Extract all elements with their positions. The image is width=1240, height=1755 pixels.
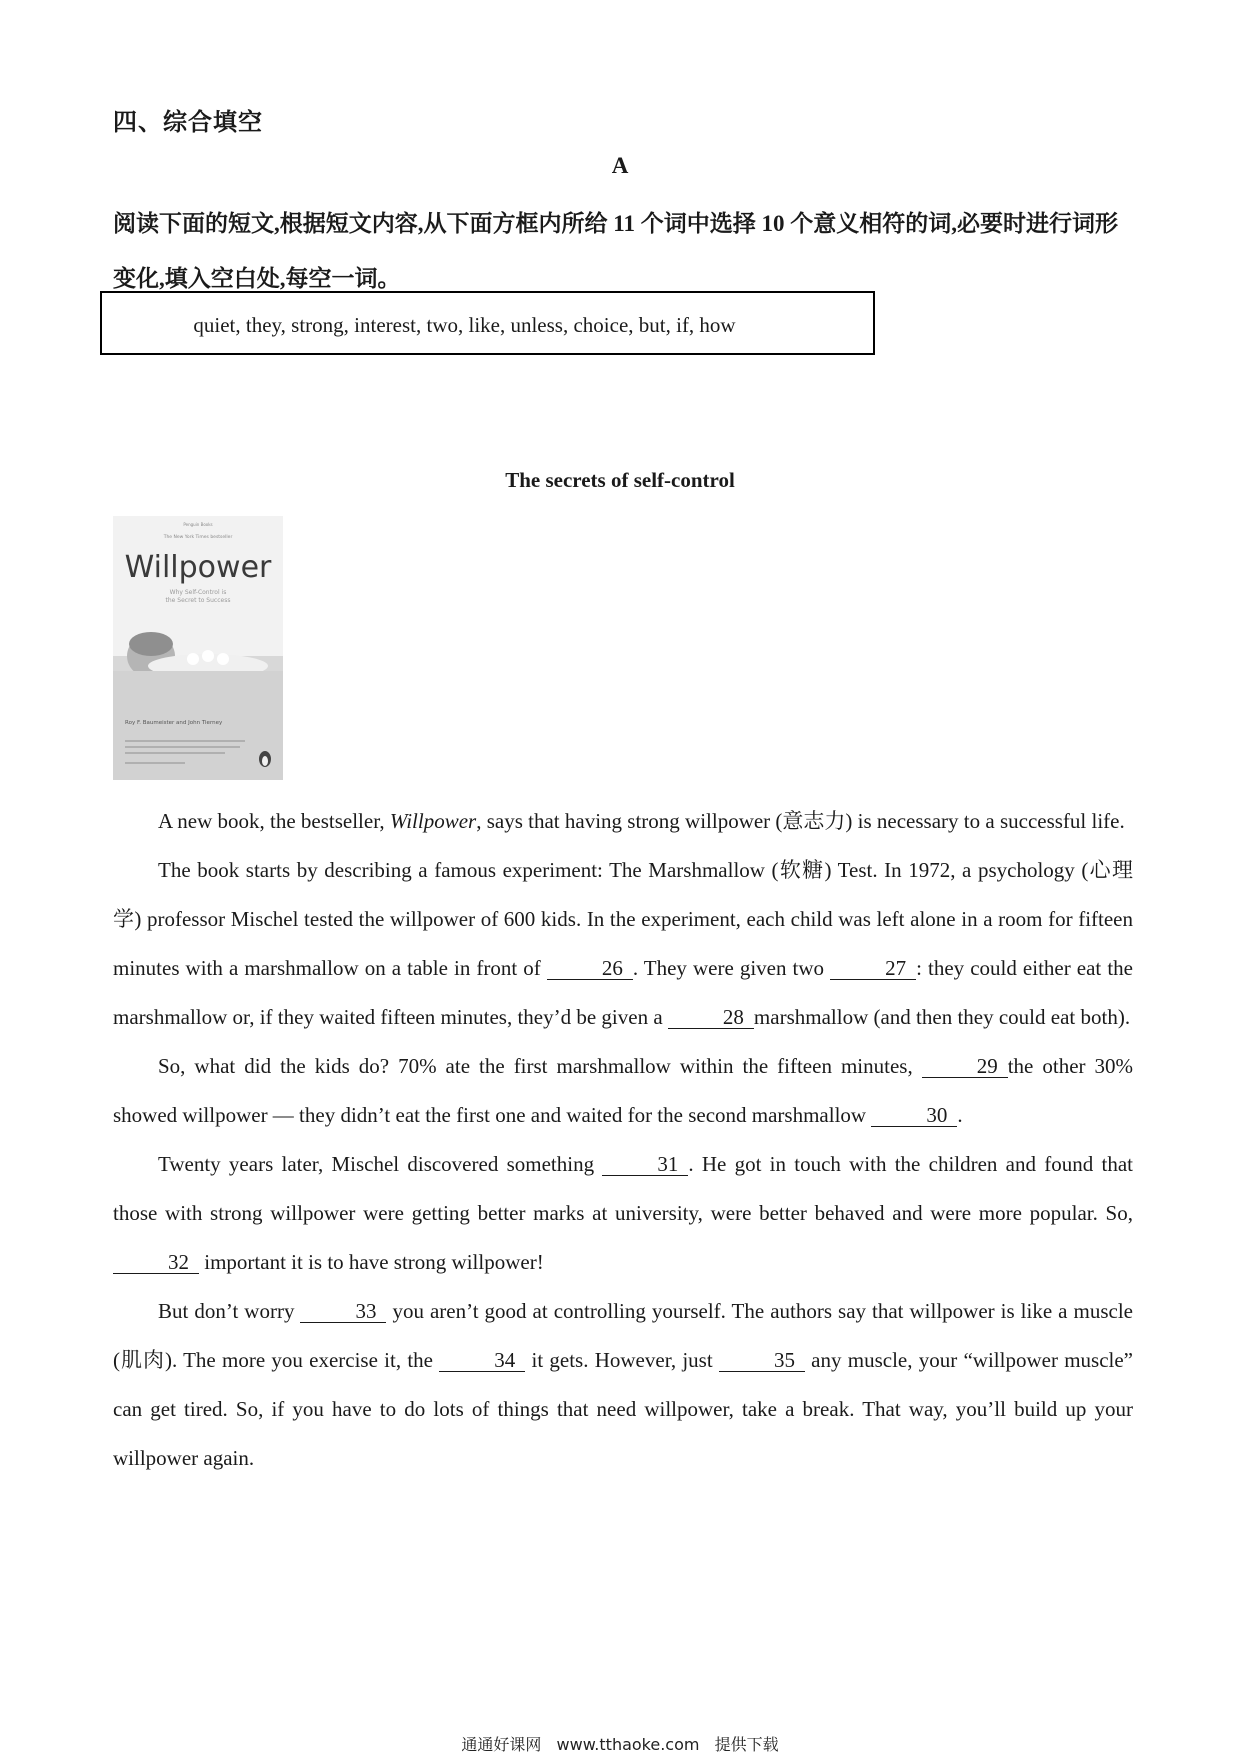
book-cover-top-line-2: The New York Times bestseller bbox=[163, 535, 233, 540]
section-title: 四、综合填空 bbox=[113, 110, 263, 136]
paragraph-1: A new book, the bestseller, Willpower, says that having strong willpower (意志力) is necessary to a successful life. bbox=[158, 809, 1125, 833]
blank-35[interactable]: 35 bbox=[719, 1349, 805, 1372]
blank-29[interactable]: 29 bbox=[922, 1055, 1008, 1078]
book-title-italic: Willpower bbox=[389, 809, 477, 833]
blank-26[interactable]: 26 bbox=[547, 957, 633, 980]
blank-31[interactable]: 31 bbox=[602, 1153, 688, 1176]
paragraph-2: The book starts by describing a famous experiment: The Marshmallow (软糖) Test. In 1972, a psychology (心理学) professor Mischel tested the willpower of 600 kids. In the experiment, each child was left alone in a room for fifteen minutes with a marshmallow on a table in front of 26 . They were given two 27 : they could either eat the marshmallow or, if they waited fifteen minutes, they’d be given a 28 marshmallow (and then they could eat both). bbox=[113, 858, 1133, 1029]
blank-30[interactable]: 30 bbox=[871, 1104, 957, 1127]
blank-33[interactable]: 33 bbox=[300, 1300, 386, 1323]
paragraph-4: Twenty years later, Mischel discovered something 31 . He got in touch with the children and found that those with strong willpower were getting better marks at university, were better behaved and were more popular. So, 32 important it is to have strong willpower! bbox=[113, 1152, 1133, 1274]
footer-url[interactable]: www.tthaoke.com bbox=[556, 1735, 700, 1754]
paragraph-3: So, what did the kids do? 70% ate the first marshmallow within the fifteen minutes, 29 the other 30% showed willpower — they didn’t eat the first one and waited for the second marshmallow 30 . bbox=[113, 1054, 1133, 1127]
page-footer bbox=[0, 1732, 1240, 1755]
word-bank-text: quiet, they, strong, interest, two, like, unless, choice, but, if, how bbox=[193, 313, 736, 337]
book-cover-title: Willpower bbox=[124, 550, 272, 585]
blank-34[interactable]: 34 bbox=[439, 1349, 525, 1372]
instructions: 阅读下面的短文,根据短文内容,从下面方框内所给 11 个词中选择 10 个意义相符的词,必要时进行词形变化,填入空白处,每空一词。 bbox=[113, 211, 1118, 291]
blank-32[interactable]: 32 bbox=[113, 1251, 199, 1274]
blank-27[interactable]: 27 bbox=[830, 957, 916, 980]
book-cover-top-line-1: Penguin Books bbox=[183, 522, 213, 527]
book-cover-subtitle-1: Why Self-Control is bbox=[169, 589, 227, 596]
footer-site-name: 通通好课网 bbox=[461, 1735, 542, 1754]
footer-tagline: 提供下载 bbox=[714, 1735, 779, 1754]
article-body bbox=[113, 797, 1133, 1483]
book-cover-subtitle-2: the Secret to Success bbox=[165, 597, 231, 604]
passage-letter: A bbox=[611, 153, 629, 178]
word-bank-box bbox=[100, 291, 875, 355]
article-title: The secrets of self-control bbox=[505, 468, 735, 492]
book-cover-image bbox=[113, 516, 283, 780]
blank-28[interactable]: 28 bbox=[668, 1006, 754, 1029]
book-cover-authors: Roy F. Baumeister and John Tierney bbox=[125, 720, 223, 726]
paragraph-5: But don’t worry 33 you aren’t good at controlling yourself. The authors say that willpower is like a muscle (肌肉). The more you exercise it, the 34 it gets. However, just 35 any muscle, your “willpower muscle” can get tired. So, if you have to do lots of things that need willpower, take a break. That way, you’ll build up your willpower again. bbox=[113, 1299, 1133, 1470]
